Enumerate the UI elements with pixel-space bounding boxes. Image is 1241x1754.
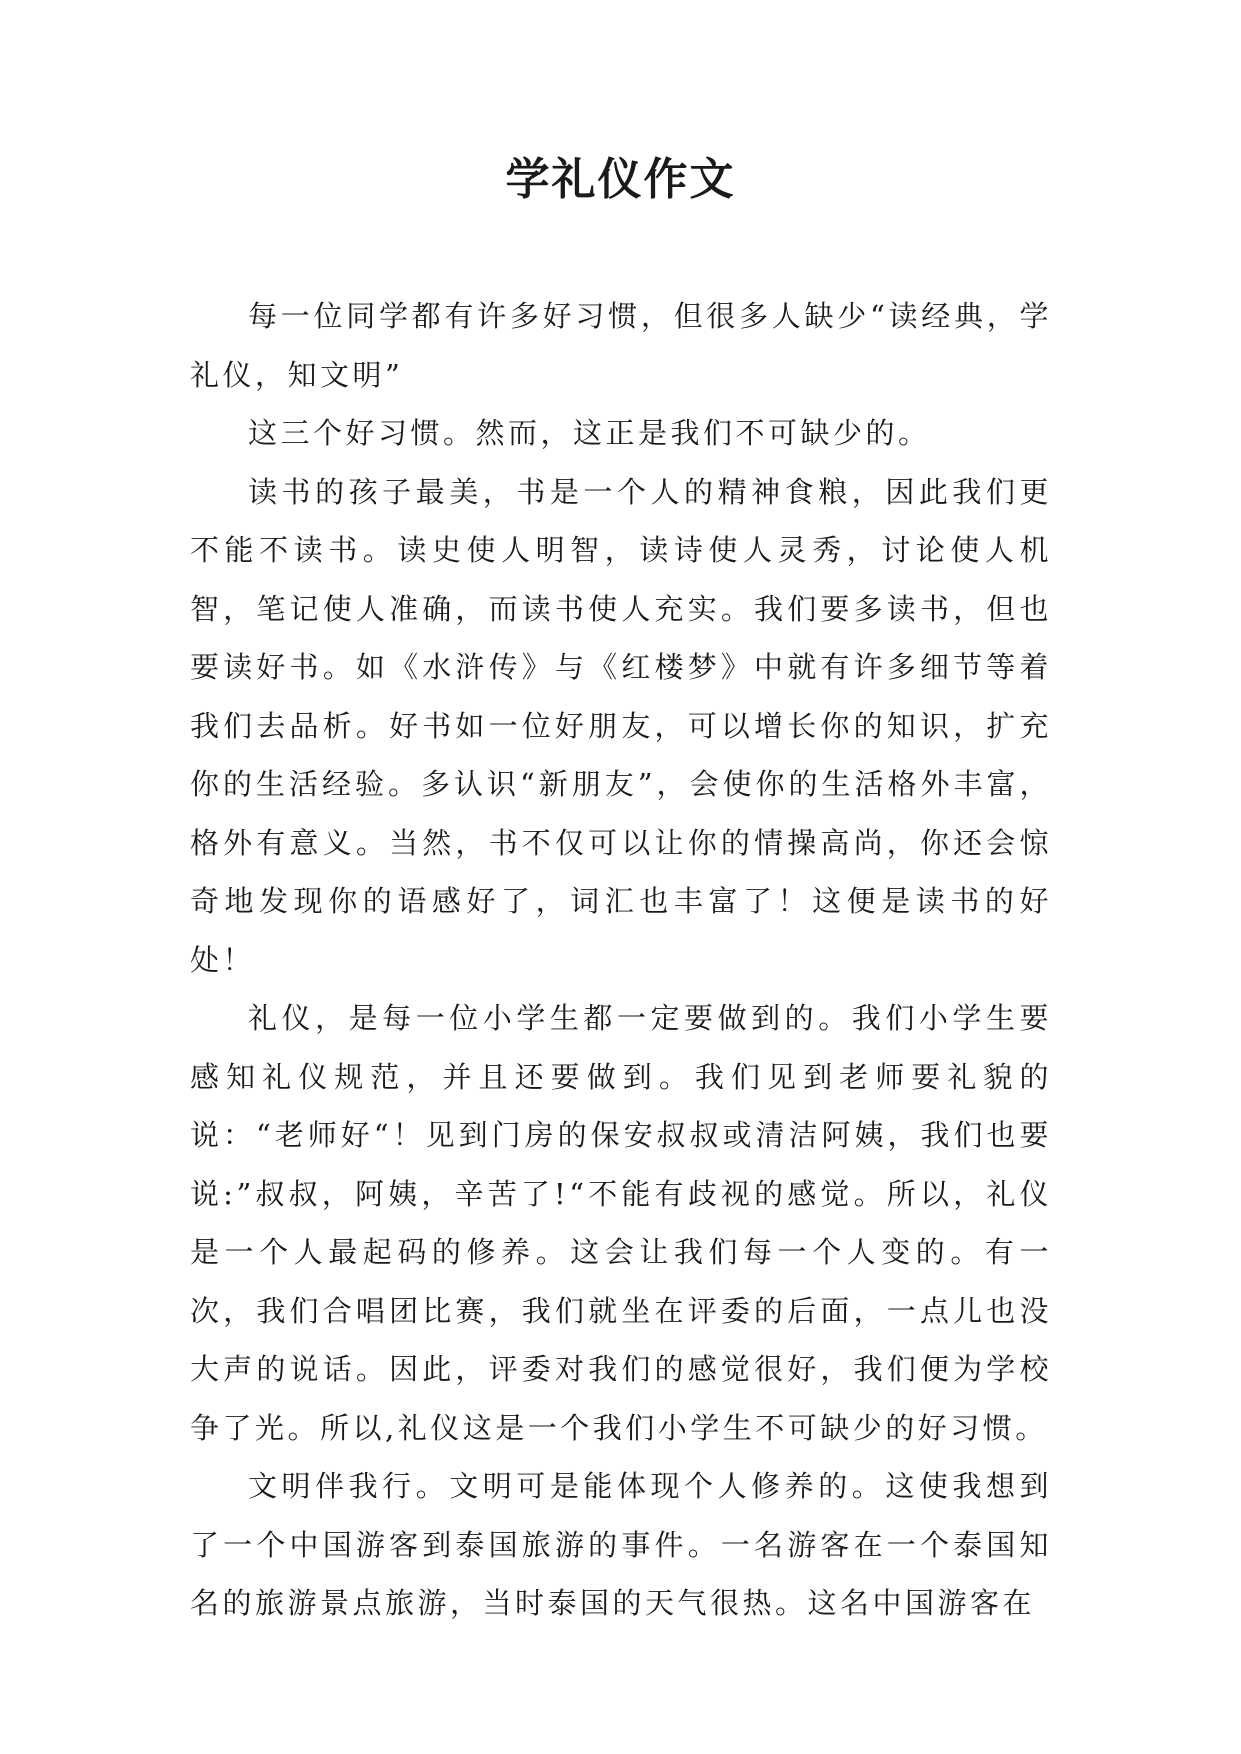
paragraph-habits: 这三个好习惯。然而，这正是我们不可缺少的。 [248, 416, 931, 450]
document-body [190, 287, 1052, 1633]
paragraph-reading: 读书的孩子最美，书是一个人的精神食粮，因此我们更不能不读书。读史使人明智，读诗使人灵秀，讨论使人机智，笔记使人准确，而读书使人充实。我们要多读书，但也要读好书。如《水浒传》与《红楼梦》中就有许多细节等着我们去品析。好书如一位好朋友，可以增长你的知识，扩充你的生活经验。多认识“新朋友”，会使你的生活格外丰富，格外有意义。当然，书不仅可以让你的情操高尚，你还会惊奇地发现你的语感好了，词汇也丰富了！这便是读书的好处！ [190, 474, 1052, 977]
paragraph-civility: 文明伴我行。文明可是能体现个人修养的。这使我想到了一个中国游客到泰国旅游的事件。一名游客在一个泰国知名的旅游景点旅游，当时泰国的天气很热。这名中国游客在 [190, 1469, 1052, 1620]
paragraph-intro: 每一位同学都有许多好习惯，但很多人缺少“读经典，学礼仪，知文明” [190, 299, 1052, 392]
document-title: 学礼仪作文 [505, 154, 736, 205]
paragraph-etiquette: 礼仪，是每一位小学生都一定要做到的。我们小学生要感知礼仪规范，并且还要做到。我们见到老师要礼貌的说：“老师好“！见到门房的保安叔叔或清洁阿姨，我们也要说:”叔叔，阿姨，辛苦了!“不能有歧视的感觉。所以，礼仪是一个人最起码的修养。这会让我们每一个人变的。有一次，我们合唱团比赛，我们就坐在评委的后面，一点儿也没大声的说话。因此，评委对我们的感觉很好，我们便为学校争了光。所以,礼仪这是一个我们小学生不可缺少的好习惯。 [190, 1001, 1052, 1445]
